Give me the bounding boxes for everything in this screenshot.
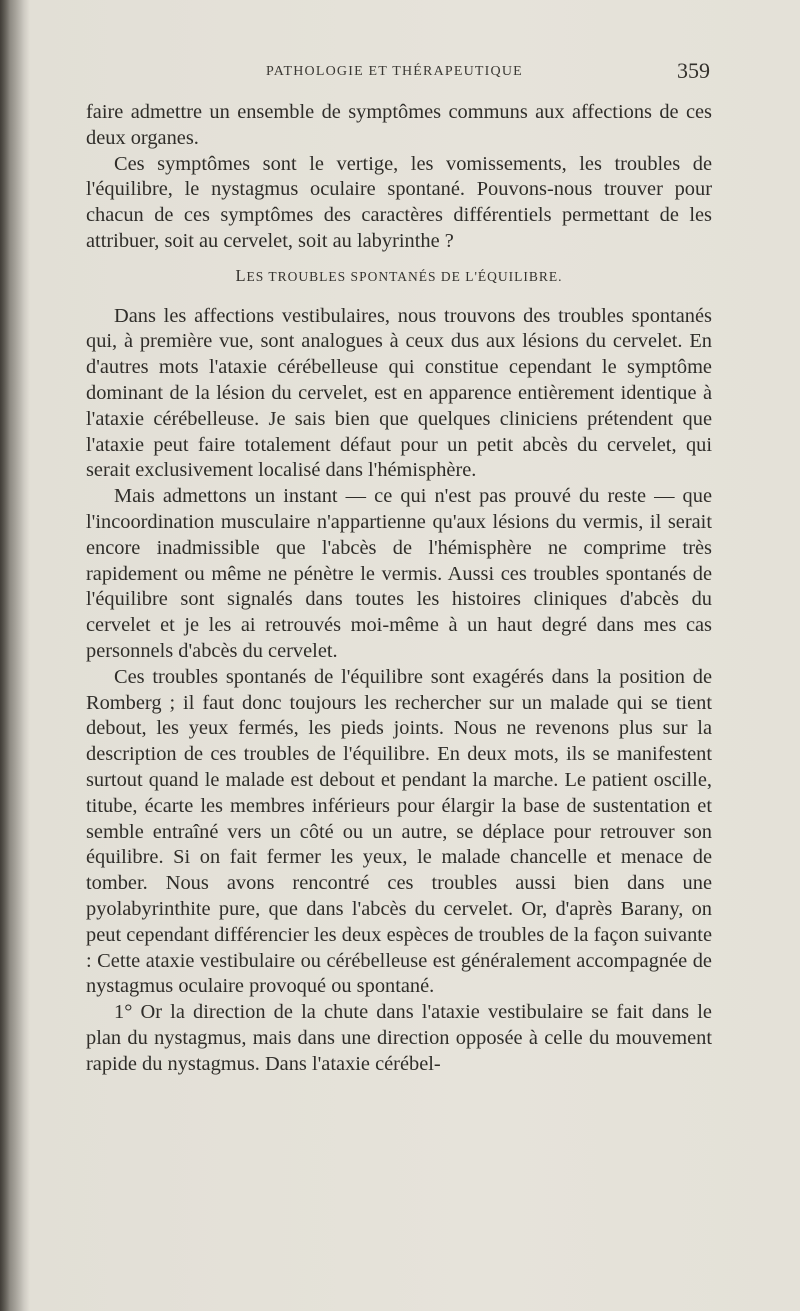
paragraph-3: Dans les affections vestibulaires, nous trouvons des troubles spontanés qui, à première vue, sont analogues à ceux dus aux lésions du cervelet. En d'autres mots l'ataxie cérébelleuse qui constitue cependant le symptôme dominant de la lésion du cervelet, est en apparence entièrement identique à l'ataxie cérébelleuse. Je sais bien que quelques cliniciens prétendent que l'ataxie peut faire totalement défaut pour un petit abcès du cervelet, qui serait exclusivement localisé dans l'hémisphère. (86, 304, 712, 482)
paragraph-6: 1° Or la direction de la chute dans l'ataxie vestibulaire se fait dans le plan du nystagmus, mais dans une direction opposée à celle du mouvement rapide du nystagmus. Dans l'ataxie cérébel- (86, 1001, 712, 1075)
paragraph-1: faire admettre un ensemble de symptômes communs aux affections de ces deux organes. (86, 101, 712, 149)
page-header (88, 58, 710, 88)
paragraph-4: Mais admettons un instant — ce qui n'est pas prouvé du reste — que l'incoordination musculaire n'appartienne qu'aux lésions du vermis, il serait encore inadmissible que l'abcès de l'hémisphère ne comprime très rapidement ou même ne pénètre le vermis. Aussi ces troubles spontanés de l'équilibre sont signalés dans toutes les histoires cliniques d'abcès du cervelet et je les ai retrouvés moi-même à un haut degré dans mes cas personnels d'abcès du cervelet. (86, 485, 712, 662)
body-text (86, 100, 712, 1077)
section-heading (86, 263, 712, 290)
paragraph-2: Ces symptômes sont le vertige, les vomissements, les troubles de l'équilibre, le nystagmus oculaire spontané. Pouvons-nous trouver pour chacun de ces symptômes des caractères différentiels permettant de les attribuer, soit au cervelet, soit au labyrinthe ? (86, 152, 712, 252)
page-number: 359 (677, 58, 710, 83)
paragraph-5: Ces troubles spontanés de l'équilibre sont exagérés dans la position de Romberg ; il faut donc toujours les rechercher sur un malade qui se tient debout, les yeux fermés, les pieds joints. Nous ne revenons plus sur la description de ces troubles de l'équilibre. En deux mots, ils se manifestent surtout quand le malade est debout et pendant la marche. Le patient oscille, titube, écarte les membres inférieurs pour élargir la base de sustentation et semble entraîné vers un côté ou un autre, se déplace pour retrouver son équilibre. Si on fait fermer les yeux, le malade chancelle et menace de tomber. Nous avons rencontré ces troubles aussi bien dans une pyolabyrinthite pure, que dans l'abcès du cervelet. Or, d'après Barany, on peut cependant différencier les deux espèces de troubles de la façon suivante : Cette ataxie vestibulaire ou cérébelleuse est généralement accompagnée de nystagmus oculaire provoqué ou spontané. (86, 665, 712, 998)
section-heading-rest: ES TROUBLES SPONTANÉS DE L'ÉQUILIBRE. (246, 268, 563, 284)
binding-shadow (0, 0, 30, 1311)
running-title: PATHOLOGIE ET THÉRAPEUTIQUE (266, 64, 523, 79)
section-heading-initial: L (235, 265, 247, 285)
